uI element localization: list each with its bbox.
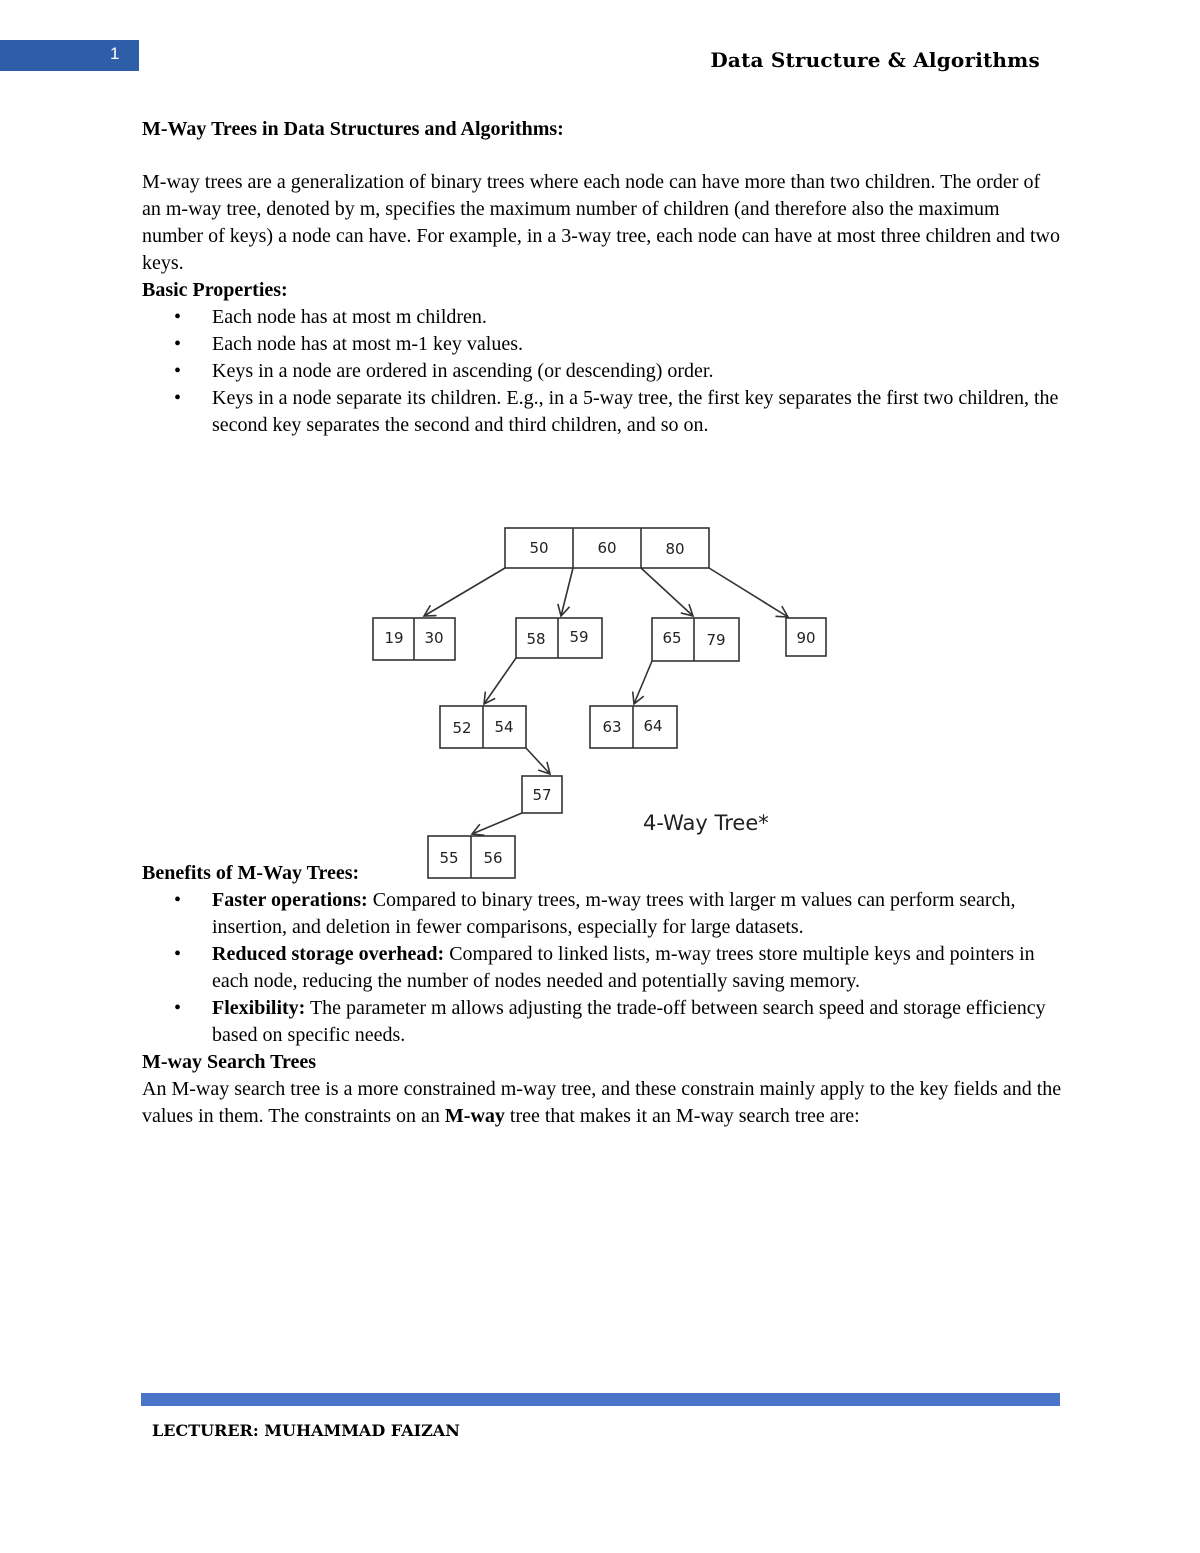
benefits-heading: Benefits of M-Way Trees: bbox=[142, 862, 360, 884]
paragraph-text: tree that makes it an M-way search tree are: bbox=[504, 1105, 860, 1127]
paragraph-bold: M-way bbox=[444, 1105, 505, 1127]
diagram-caption: 4-Way Tree* bbox=[643, 811, 769, 835]
search-trees-paragraph bbox=[142, 1076, 1062, 1130]
tree-key: 19 bbox=[384, 629, 404, 647]
tree-key: 30 bbox=[424, 629, 444, 647]
benefit-text: Compared to linked lists, m-way trees store multiple keys and pointers in each node, reducing the number of nodes needed and potentially saving memory. bbox=[212, 943, 1035, 992]
tree-key: 52 bbox=[452, 719, 472, 737]
benefit-term: Faster operations: bbox=[212, 889, 368, 911]
tree-key: 55 bbox=[439, 849, 459, 867]
list-item bbox=[212, 941, 1062, 995]
header-title: Data Structure & Algorithms bbox=[710, 48, 1040, 72]
footer-lecturer: LECTURER: MUHAMMAD FAIZAN bbox=[152, 1421, 460, 1440]
tree-key: 65 bbox=[662, 629, 682, 647]
benefit-term: Reduced storage overhead: bbox=[212, 943, 445, 965]
footer-bar bbox=[141, 1393, 1060, 1406]
paragraph-text: An M-way search tree is a more constrained m-way tree, and these constrain mainly apply to the key fields and the values in them. The constraints on an bbox=[142, 1078, 1062, 1127]
benefit-text: The parameter m allows adjusting the trade-off between search speed and storage efficiency based on specific needs. bbox=[212, 997, 1046, 1046]
benefit-text: Compared to binary trees, m-way trees with larger m values can perform search, insertion, and deletion in fewer comparisons, especially for large datasets. bbox=[212, 889, 1016, 938]
tree-key: 64 bbox=[643, 717, 663, 735]
tree-key: 79 bbox=[706, 631, 726, 649]
tree-key: 54 bbox=[494, 718, 514, 736]
properties-list bbox=[142, 304, 1062, 439]
list-item: • Each node has at most m children. bbox=[212, 304, 1062, 331]
tree-key: 59 bbox=[569, 628, 589, 646]
tree-key: 50 bbox=[529, 539, 549, 557]
list-item bbox=[212, 995, 1062, 1049]
search-trees-heading: M-way Search Trees bbox=[142, 1051, 317, 1073]
benefit-term: Flexibility: bbox=[212, 997, 306, 1019]
tree-key: 57 bbox=[532, 786, 552, 804]
list-item: • Keys in a node separate its children. E.g., in a 5-way tree, the first key separates the first two children, the second key separates the second and third children, and so on. bbox=[212, 385, 1062, 439]
tree-key: 80 bbox=[665, 540, 685, 558]
properties-heading: Basic Properties: bbox=[142, 279, 288, 301]
tree-key: 56 bbox=[483, 849, 503, 867]
list-item: • Keys in a node are ordered in ascending (or descending) order. bbox=[212, 358, 1062, 385]
m-way-tree-diagram bbox=[360, 520, 840, 890]
tree-key: 90 bbox=[796, 629, 816, 647]
benefits-list bbox=[142, 887, 1062, 1049]
tree-key: 63 bbox=[602, 718, 622, 736]
list-item: • Each node has at most m-1 key values. bbox=[212, 331, 1062, 358]
list-item bbox=[212, 887, 1062, 941]
tree-key: 60 bbox=[597, 539, 617, 557]
intro-paragraph: M-way trees are a generalization of binary trees where each node can have more than two children. The order of an m-way tree, denoted by m, specifies the maximum number of children (and therefore also the maximum number of keys) a node can have. For example, in a 3-way tree, each node can have at most three children and two keys. bbox=[142, 171, 1060, 274]
intro-heading: M-Way Trees in Data Structures and Algorithms: bbox=[142, 118, 564, 140]
tree-key: 58 bbox=[526, 630, 546, 648]
page-number: 1 bbox=[110, 44, 120, 63]
